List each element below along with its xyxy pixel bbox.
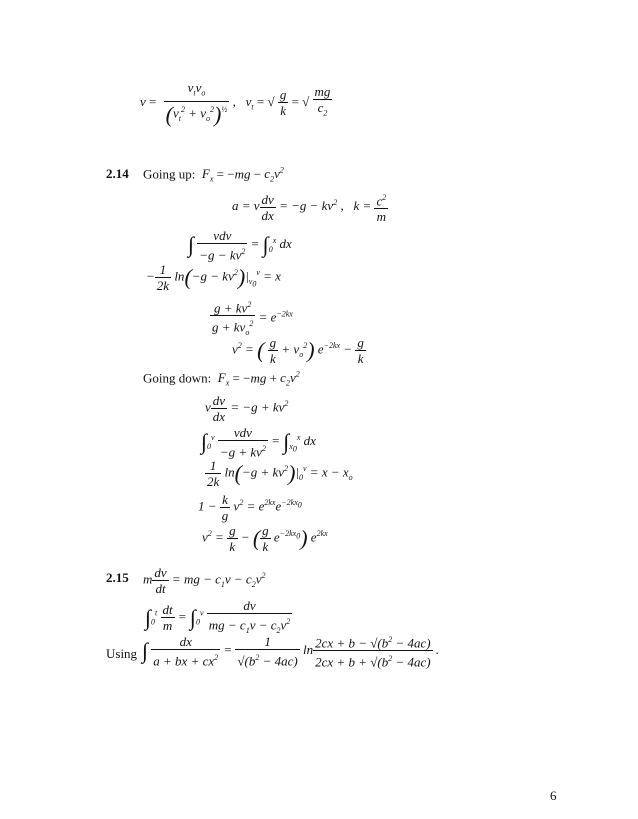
eq-v-squared-down: $v^2$ = $\frac{g}{k}$ − ( $\frac{g}{k}$ $e^{-2kx_0}$) $e^{2kx}$ bbox=[202, 523, 328, 554]
eq-down-ode: v $\frac{dv}{dx}$ = $-g + kv^2$ bbox=[205, 393, 289, 424]
eq-215-integral: $\int_0^t$ $\frac{dt}{m}$ = $\int_0^v$ $\frac{dv}{mg - c_1v - c_2v^2}$ bbox=[145, 598, 291, 635]
eq-ln-down: $\frac{1}{2k}$ $\ln(-g + kv^2)|_0^v = x - x_o$ bbox=[207, 458, 353, 489]
eq-integral-up: ∫ $\frac{\text{vdv}}{-g - kv^2}$ = $\int_0^x$ dx bbox=[188, 228, 292, 263]
eq-ln-up: − $\frac{1}{2k}$ $\ln(-g - kv^2)|_{v_0}^v = x$ bbox=[146, 262, 281, 293]
going-down-line: Going down: $F_x = -mg + c_2v^2$ bbox=[143, 370, 300, 388]
eq-exp-down: 1 − $\frac{k}{g}$ $v^2 = e^{2kx}e^{-2kx_0}$ bbox=[198, 492, 302, 523]
eq-215-ode: m $\frac{dv}{dt}$ = mg − $c_1v - c_2v^2$ bbox=[143, 565, 266, 596]
eq-v-squared-up: $v^2$ = ( $\frac{g}{k}$ + $v_o^2$) $e^{-2kx}$ − $\frac{g}{k}$ bbox=[232, 335, 364, 366]
eq-215-formula: ∫ $\frac{dx}{a + bx + cx^2}$ = $\frac{1}{√(b^2 - 4ac)}$ ln $\frac{2cx + b - √(b^2 - 4ac)}{2cx + b + √(b^2 - 4ac)}$ . bbox=[142, 633, 440, 670]
eq-acceleration: a = v $\frac{dv}{dx}$ = $-g - kv^2$ , k = $\frac{c^2}{m}$ bbox=[232, 191, 387, 225]
eq-ratio-up: $\frac{g + kv^2}{g + kv_o^2}$ = $e^{-2kx}$ bbox=[210, 297, 293, 340]
eq-integral-down: $\int_0^v$ $\frac{\text{vdv}}{-g + kv^2}$ = $\int_{x_0}^x$ dx bbox=[201, 425, 316, 460]
page-number: 6 bbox=[550, 788, 557, 803]
problem-number-2-15: 2.15 bbox=[106, 570, 129, 585]
problem-number-2-14: 2.14 bbox=[106, 166, 129, 181]
using-label: Using bbox=[106, 646, 138, 661]
going-up-line: Going up: $F_x = -mg - c_2v^2$ bbox=[143, 166, 284, 184]
top-equation: v = $\frac{v_tv_o}{(v_t^2 + v_o^2)^{\frac{1}{2}}}$ , $v_t$ = √ $\frac{g}{k}$ = √ $\frac{mg}{c_2}$ bbox=[140, 80, 331, 127]
